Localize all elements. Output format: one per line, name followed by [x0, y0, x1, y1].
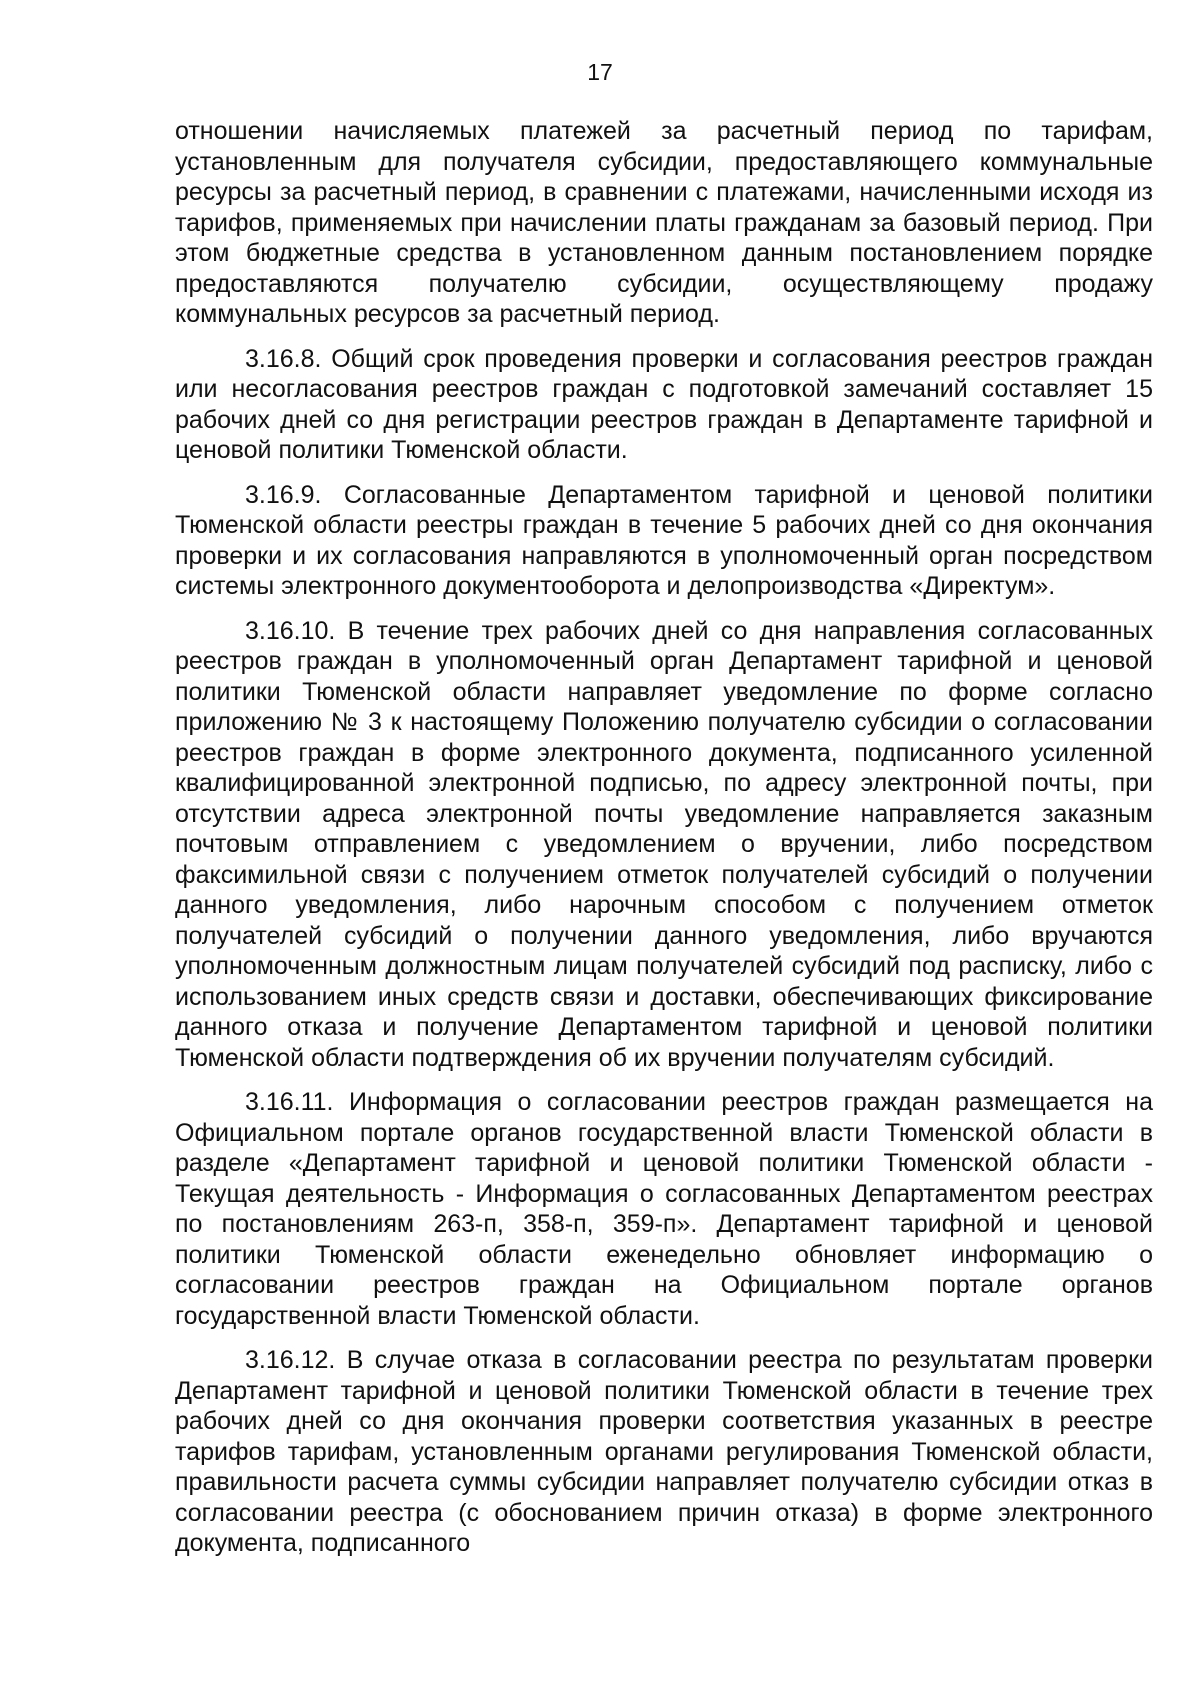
document-body [175, 116, 1153, 1573]
paragraph-3-16-9: 3.16.9. Согласованные Департаментом тарифной и ценовой политики Тюменской области реестры граждан в течение 5 рабочих дней со дня окончания проверки и их согласования направляются в уполномоченный орган посредством системы электронного документооборота и делопроизводства «Директум». [175, 480, 1153, 600]
paragraph-continuation: отношении начисляемых платежей за расчетный период по тарифам, установленным для получателя субсидии, предоставляющего коммунальные ресурсы за расчетный период, в сравнении с платежами, начисленными исходя из тарифов, применяемых при начислении платы гражданам за базовый период. При этом бюджетные средства в установленном данным постановлением порядке предоставляются получателю субсидии, осуществляющему продажу коммунальных ресурсов за расчетный период. [175, 117, 1153, 328]
page-number: 17 [587, 59, 613, 85]
paragraph-3-16-10: 3.16.10. В течение трех рабочих дней со дня направления согласованных реестров граждан в уполномоченный орган Департамент тарифной и ценовой политики Тюменской области направляет уведомление по форме согласно приложению № 3 к настоящему Положению получателю субсидии о согласовании реестров граждан в форме электронного документа, подписанного усиленной квалифицированной электронной подписью, по адресу электронной почты, при отсутствии адреса электронной почты уведомление направляется заказным почтовым отправлением с уведомлением о вручении, либо посредством факсимильной связи с получением отметок получателей субсидий о получении данного уведомления, либо нарочным способом с получением отметок получателей субсидий о получении данного уведомления, либо вручаются уполномоченным должностным лицам получателей субсидий под расписку, либо с использованием иных средств связи и доставки, обеспечивающих фиксирование данного отказа и получение Департаментом тарифной и ценовой политики Тюменской области подтверждения об их вручении получателям субсидий. [175, 616, 1153, 1072]
paragraph-3-16-12: 3.16.12. В случае отказа в согласовании реестра по результатам проверки Департамент тарифной и ценовой политики Тюменской области в течение трех рабочих дней со дня окончания проверки соответствия указанных в реестре тарифов тарифам, установленным органами регулирования Тюменской области, правильности расчета суммы субсидии направляет получателю субсидии отказ в согласовании реестра (с обоснованием причин отказа) в форме электронного документа, подписанного [175, 1346, 1153, 1557]
paragraph-3-16-8: 3.16.8. Общий срок проведения проверки и согласования реестров граждан или несогласования реестров граждан с подготовкой замечаний составляет 15 рабочих дней со дня регистрации реестров граждан в Департаменте тарифной и ценовой политики Тюменской области. [175, 344, 1153, 464]
paragraph-3-16-11: 3.16.11. Информация о согласовании реестров граждан размещается на Официальном портале органов государственной власти Тюменской области в разделе «Департамент тарифной и ценовой политики Тюменской области - Текущая деятельность - Информация о согласованных Департаментом реестрах по постановлениям 263-п, 358-п, 359-п». Департамент тарифной и ценовой политики Тюменской области еженедельно обновляет информацию о согласовании реестров граждан на Официальном портале органов государственной власти Тюменской области. [175, 1088, 1153, 1330]
